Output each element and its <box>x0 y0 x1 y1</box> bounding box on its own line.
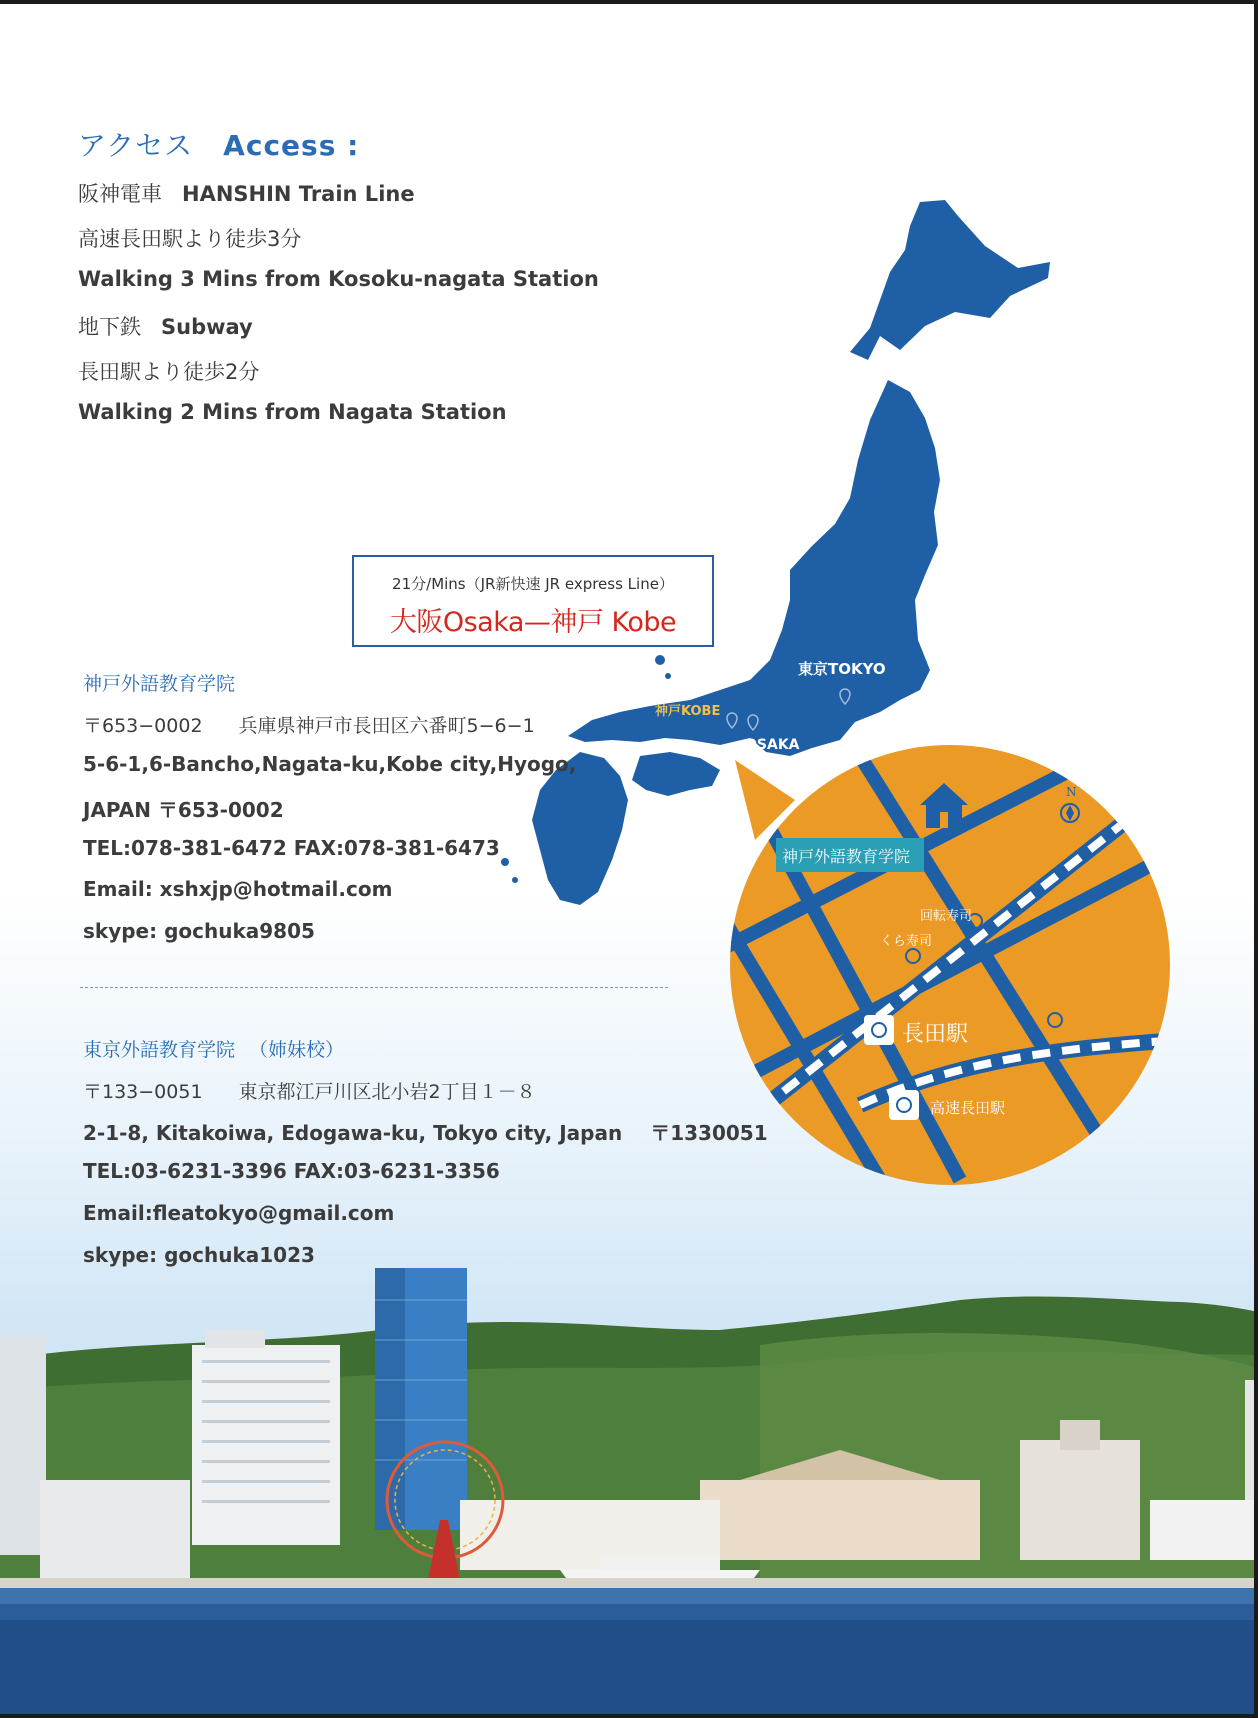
north-label: N <box>1066 785 1077 799</box>
school-map-label: 神戸外語教育学院 <box>782 847 911 866</box>
tokyo-street-jp: 東京都江戸川区北小岩2丁目１－８ <box>238 1081 536 1103</box>
kobe-address-en-2: JAPAN 〒653-0002 <box>83 798 284 822</box>
kobe-address-jp <box>83 711 535 738</box>
hanshin-walk-en: Walking 3 Mins from Kosoku-nagata Station <box>78 267 599 291</box>
bottom-border <box>0 1714 1258 1718</box>
hanshin-jp: 阪神電車 <box>78 182 162 206</box>
subway-walk-en: Walking 2 Mins from Nagata Station <box>78 400 507 424</box>
kosoku-nagata-station-label: 高速長田駅 <box>930 1099 1006 1117</box>
access-heading-jp: アクセス <box>78 129 194 162</box>
tokyo-email[interactable]: Email:fleatokyo@gmail.com <box>83 1201 395 1225</box>
tokyo-label: 東京TOKYO <box>798 660 886 678</box>
section-divider <box>80 987 668 988</box>
tokyo-street-en: 2-1-8, Kitakoiwa, Edogawa-ku, Tokyo city, Japan <box>83 1121 623 1145</box>
subway-en: Subway <box>161 315 253 339</box>
kobe-school-name: 神戸外語教育学院 <box>83 673 236 695</box>
subway-jp: 地下鉄 <box>78 315 141 339</box>
tokyo-address-jp <box>83 1077 536 1104</box>
subway-walk-jp: 長田駅より徒歩2分 <box>78 360 260 384</box>
kobe-address-en-1: 5-6-1,6-Bancho,Nagata-ku,Kobe city,Hyogo, <box>83 752 577 776</box>
kobe-label: 神戸KOBE <box>655 704 721 719</box>
route-time: 21分/Mins（JR新快速 JR express Line） <box>392 575 674 593</box>
nagata-station-pin-icon <box>864 1015 894 1045</box>
kobe-tel-fax: TEL:078-381-6472 FAX:078-381-6473 <box>83 836 500 860</box>
kobe-skype: skype: gochuka9805 <box>83 919 315 943</box>
nagata-station-label: 長田駅 <box>902 1022 969 1047</box>
kobe-street-jp: 兵庫県神戸市長田区六番町5−6−1 <box>238 715 535 737</box>
sister-school-label: （姉妹校） <box>249 1039 345 1061</box>
route-cities: 大阪Osaka—神戸 Kobe <box>389 607 677 638</box>
tokyo-address-en <box>83 1117 768 1146</box>
kobe-postal-jp: 〒653−0002 <box>83 715 203 737</box>
osaka-label: OSAKA <box>745 737 800 753</box>
tokyo-skype: skype: gochuka1023 <box>83 1243 315 1267</box>
right-border <box>1254 0 1258 1718</box>
hanshin-en: HANSHIN Train Line <box>182 182 415 206</box>
kosoku-nagata-station-pin-icon <box>889 1090 919 1120</box>
hanshin-walk-jp: 高速長田駅より徒歩3分 <box>78 227 302 251</box>
tokyo-school-heading <box>83 1035 344 1062</box>
kobe-skyline-illustration <box>0 1268 1258 1718</box>
route-info-box <box>352 555 714 647</box>
shikoku-shape <box>632 752 720 796</box>
local-area-map <box>700 740 1180 1185</box>
tokyo-tel-fax: TEL:03-6231-3396 FAX:03-6231-3356 <box>83 1159 500 1183</box>
tokyo-school-name: 東京外語教育学院 <box>83 1039 236 1061</box>
access-heading-en: Access : <box>223 129 360 162</box>
tokyo-postal-jp: 〒133−0051 <box>83 1081 203 1103</box>
tokyo-postal-en: 〒1330051 <box>650 1121 768 1145</box>
kura-sushi-label: くら寿司 <box>880 934 933 949</box>
kaiten-sushi-label: 回転寿司 <box>920 909 973 924</box>
hokkaido-shape <box>850 200 1050 360</box>
kobe-email[interactable]: Email: xshxjp@hotmail.com <box>83 877 393 901</box>
